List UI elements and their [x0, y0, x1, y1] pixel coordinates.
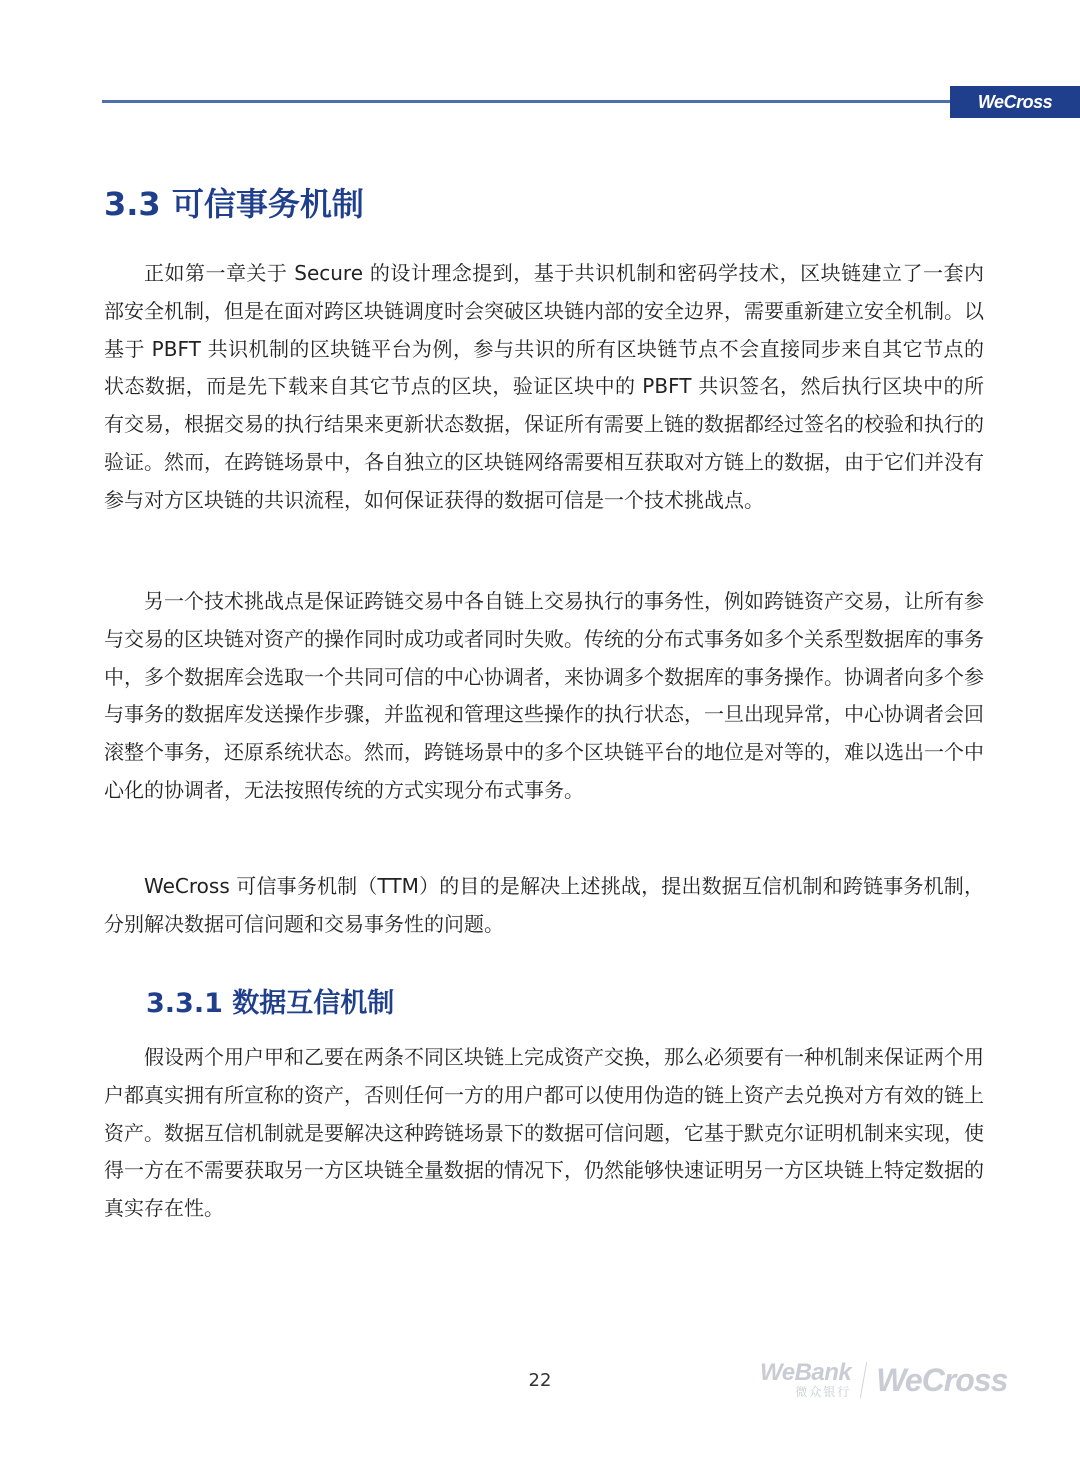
header-rule [102, 100, 950, 103]
webank-logo-text: WeBank [760, 1359, 852, 1386]
section-title: 3.3 可信事务机制 [104, 185, 364, 223]
subsection-paragraph-1: 假设两个用户甲和乙要在两条不同区块链上完成资产交换，那么必须要有一种机制来保证两个用户都真实拥有所宣称的资产，否则任何一方的用户都可以使用伪造的链上资产去兑换对方有效的链上资产。数据互信机制就是要解决这种跨链场景下的数据可信问题，它基于默克尔证明机制来实现，使得一方在不需要获取另一方区块链全量数据的情况下，仍然能够快速证明另一方区块链上特定数据的真实存在性。 [104, 1045, 984, 1221]
subsection-title: 3.3.1 数据互信机制 [146, 988, 395, 1019]
logo-divider [860, 1362, 867, 1398]
webank-logo [760, 1361, 851, 1399]
section-paragraph-3: WeCross 可信事务机制（TTM）的目的是解决上述挑战，提出数据互信机制和跨链事务机制，分别解决数据可信问题和交易事务性的问题。 [104, 874, 984, 936]
header-brand-tab [950, 86, 1080, 118]
wecross-footer-logo: WeCross [876, 1361, 1008, 1398]
header-brand-logo: WeCross [977, 91, 1053, 112]
section-paragraph-2: 另一个技术挑战点是保证跨链交易中各自链上交易执行的事务性，例如跨链资产交易，让所有参与交易的区块链对资产的操作同时成功或者同时失败。传统的分布式事务如多个关系型数据库的事务中，多个数据库会选取一个共同可信的中心协调者，来协调多个数据库的事务操作。协调者向多个参与事务的数据库发送操作步骤，并监视和管理这些操作的执行状态，一旦出现异常，中心协调者会回滚整个事务，还原系统状态。然而，跨链场景中的多个区块链平台的地位是对等的，难以选出一个中心化的协调者，无法按照传统的方式实现分布式事务。 [104, 589, 984, 802]
footer-logos [760, 1360, 1007, 1400]
section-paragraph-1: 正如第一章关于 Secure 的设计理念提到，基于共识机制和密码学技术，区块链建立了一套内部安全机制，但是在面对跨区块链调度时会突破区块链内部的安全边界，需要重新建立安全机制。以基于 PBFT 共识机制的区块链平台为例，参与共识的所有区块链节点不会直接同步来自其它节点的状态数据，而是先下载来自其它节点的区块，验证区块中的 PBFT 共识签名，然后执行区块中的所有交易，根据交易的执行结果来更新状态数据，保证所有需要上链的数据都经过签名的校验和执行的验证。然而，在跨链场景中，各自独立的区块链网络需要相互获取对方链上的数据，由于它们并没有参与对方区块链的共识流程，如何保证获得的数据可信是一个技术挑战点。 [104, 261, 984, 512]
webank-logo-cn: 微众银行 [795, 1385, 852, 1399]
page-number: 22 [528, 1370, 552, 1391]
